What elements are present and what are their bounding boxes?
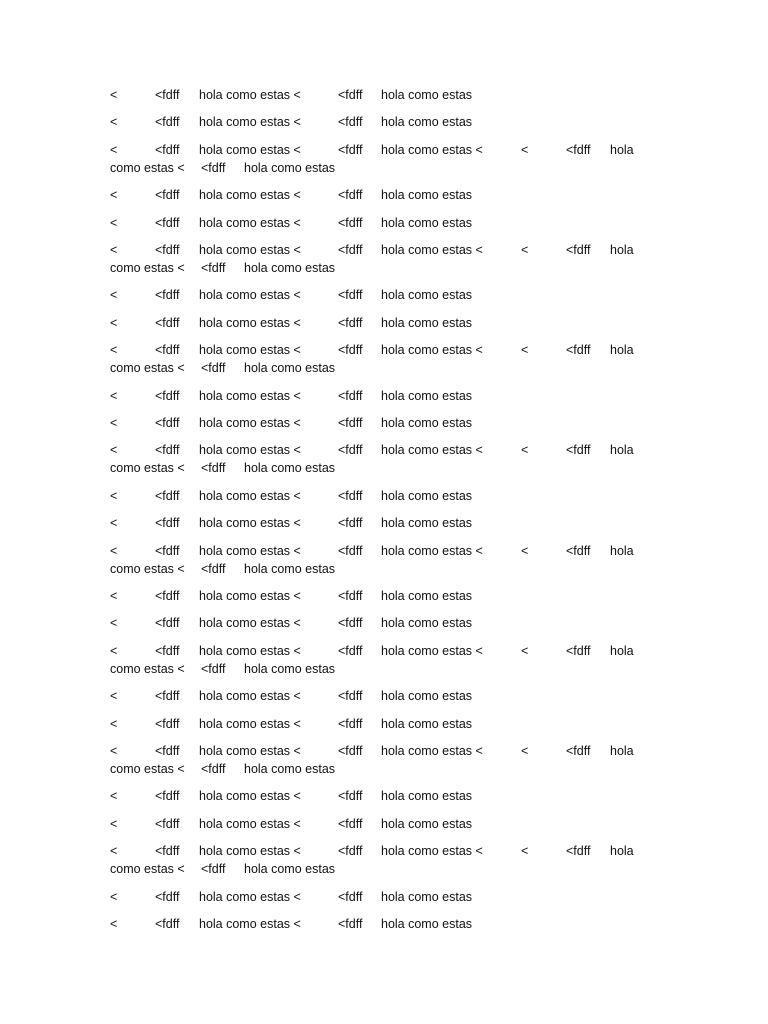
text-line: [0, 141, 768, 159]
text-token: como estas <: [110, 561, 185, 576]
text-token: <fdff: [338, 88, 363, 102]
text-line: [0, 414, 768, 432]
text-token: hola: [610, 142, 634, 157]
text-token: <fdff: [201, 762, 226, 776]
text-token: <: [110, 844, 118, 859]
text-token: <fdff: [155, 443, 180, 458]
text-token: <: [110, 816, 118, 831]
text-token: <fdff: [338, 917, 363, 931]
text-line: [0, 487, 768, 505]
text-line: [0, 214, 768, 232]
text-token: <fdff: [155, 616, 180, 631]
text-token: hola como estas: [244, 461, 336, 476]
text-line: [0, 441, 768, 459]
text-line: [0, 314, 768, 332]
text-token: <: [110, 443, 118, 458]
text-token: <fdff: [155, 789, 180, 804]
text-token: <fdff: [155, 643, 180, 658]
text-token: hola como estas: [381, 917, 473, 931]
text-token: hola como estas: [244, 862, 336, 877]
text-token: hola como estas <: [199, 343, 301, 358]
text-line: [0, 687, 768, 705]
text-line-wrap: [0, 660, 768, 678]
text-line-wrap: [0, 259, 768, 277]
text-token: <fdff: [201, 361, 226, 376]
text-token: <fdff: [155, 917, 180, 931]
text-token: hola como estas: [381, 115, 473, 130]
text-token: <fdff: [338, 388, 363, 403]
text-token: <fdff: [155, 844, 180, 859]
text-line: [0, 514, 768, 532]
text-token: <: [110, 689, 118, 704]
text-token: <fdff: [338, 643, 363, 658]
text-token: <fdff: [155, 744, 180, 758]
text-token: hola como estas <: [199, 115, 301, 130]
text-token: <: [521, 643, 529, 658]
text-token: <fdff: [338, 543, 363, 558]
text-token: hola como estas <: [199, 844, 301, 859]
text-line: [0, 742, 768, 760]
text-token: como estas <: [110, 261, 185, 275]
text-token: <: [110, 416, 118, 430]
text-token: <: [110, 543, 118, 558]
text-token: hola como estas <: [199, 643, 301, 658]
text-token: hola: [610, 543, 634, 558]
text-token: <: [110, 288, 118, 303]
text-token: hola como estas: [381, 315, 473, 330]
text-token: hola como estas <: [199, 716, 301, 731]
text-token: <: [110, 488, 118, 503]
text-token: <fdff: [155, 516, 180, 531]
text-token: <fdff: [201, 461, 226, 476]
text-token: hola como estas: [381, 889, 473, 904]
text-token: <: [521, 343, 529, 358]
text-token: <: [110, 115, 118, 130]
text-token: hola como estas <: [381, 243, 483, 257]
text-token: hola como estas <: [199, 443, 301, 458]
text-token: como estas <: [110, 461, 185, 476]
text-token: <fdff: [155, 716, 180, 731]
text-token: <fdff: [155, 215, 180, 230]
text-line: [0, 286, 768, 304]
text-token: <: [110, 88, 118, 102]
text-token: <fdff: [155, 188, 180, 203]
text-token: <: [521, 844, 529, 859]
text-line: [0, 715, 768, 733]
text-token: <: [110, 188, 118, 203]
text-token: <: [521, 243, 529, 257]
text-token: <fdff: [566, 744, 591, 758]
text-token: <fdff: [566, 243, 591, 257]
text-token: <fdff: [155, 543, 180, 558]
text-token: <fdff: [566, 844, 591, 859]
text-token: <fdff: [338, 816, 363, 831]
text-token: hola como estas <: [381, 744, 483, 758]
text-token: <: [110, 716, 118, 731]
text-token: hola: [610, 744, 634, 758]
text-token: <fdff: [338, 243, 363, 257]
text-token: <fdff: [566, 343, 591, 358]
text-token: <fdff: [338, 589, 363, 603]
text-token: hola como estas: [381, 616, 473, 631]
text-token: hola como estas: [381, 388, 473, 403]
text-token: <: [521, 543, 529, 558]
text-token: <: [110, 142, 118, 157]
text-token: hola: [610, 443, 634, 458]
text-token: hola como estas: [381, 88, 473, 102]
text-token: hola como estas: [244, 561, 336, 576]
text-token: <fdff: [338, 315, 363, 330]
text-token: hola como estas <: [199, 88, 301, 102]
text-token: hola como estas <: [381, 844, 483, 859]
text-token: <: [110, 643, 118, 658]
text-token: <: [521, 744, 529, 758]
text-token: <fdff: [155, 142, 180, 157]
text-token: hola como estas <: [199, 488, 301, 503]
text-token: hola como estas: [381, 488, 473, 503]
text-line: [0, 888, 768, 906]
text-token: <fdff: [338, 443, 363, 458]
text-token: <fdff: [566, 643, 591, 658]
text-token: hola como estas: [244, 261, 336, 275]
text-token: <fdff: [338, 215, 363, 230]
text-token: <fdff: [338, 142, 363, 157]
text-line-wrap: [0, 760, 768, 778]
text-token: <: [110, 917, 118, 931]
text-token: <: [110, 343, 118, 358]
text-token: <fdff: [566, 543, 591, 558]
text-token: <fdff: [566, 142, 591, 157]
text-line-wrap: [0, 459, 768, 477]
text-token: <fdff: [338, 343, 363, 358]
text-token: <fdff: [155, 388, 180, 403]
text-token: <: [521, 142, 529, 157]
text-token: <: [110, 589, 118, 603]
text-token: <fdff: [155, 343, 180, 358]
text-token: <fdff: [338, 716, 363, 731]
text-token: como estas <: [110, 661, 185, 676]
text-line: [0, 915, 768, 933]
text-line-wrap: [0, 359, 768, 377]
text-token: <: [110, 215, 118, 230]
text-line: [0, 587, 768, 605]
text-line-wrap: [0, 860, 768, 878]
text-token: hola como estas: [381, 716, 473, 731]
text-token: <: [110, 789, 118, 804]
text-token: hola: [610, 343, 634, 358]
text-token: <: [110, 616, 118, 631]
text-token: <: [110, 516, 118, 531]
text-token: <: [110, 315, 118, 330]
text-token: hola como estas <: [381, 543, 483, 558]
text-token: hola como estas: [244, 361, 336, 376]
text-token: como estas <: [110, 862, 185, 877]
text-token: <fdff: [201, 561, 226, 576]
text-token: hola como estas <: [381, 443, 483, 458]
text-token: como estas <: [110, 361, 185, 376]
text-token: <fdff: [338, 689, 363, 704]
text-token: hola como estas <: [199, 315, 301, 330]
text-token: hola: [610, 243, 634, 257]
text-token: hola como estas <: [199, 789, 301, 804]
text-token: <fdff: [155, 589, 180, 603]
text-token: <fdff: [338, 744, 363, 758]
text-token: <fdff: [155, 488, 180, 503]
text-token: hola como estas: [381, 689, 473, 704]
text-token: <fdff: [155, 88, 180, 102]
text-token: hola como estas: [244, 762, 336, 776]
text-token: hola como estas <: [199, 243, 301, 257]
text-token: <fdff: [338, 616, 363, 631]
text-token: hola como estas <: [381, 343, 483, 358]
text-line: [0, 241, 768, 259]
text-token: hola como estas <: [199, 689, 301, 704]
text-token: <fdff: [155, 288, 180, 303]
text-token: <fdff: [338, 115, 363, 130]
text-token: hola como estas <: [199, 543, 301, 558]
text-token: <: [110, 744, 118, 758]
text-token: hola como estas: [381, 188, 473, 203]
text-token: <fdff: [155, 816, 180, 831]
text-line: [0, 787, 768, 805]
text-line: [0, 842, 768, 860]
text-line-wrap: [0, 159, 768, 177]
text-token: hola como estas: [381, 516, 473, 531]
text-token: <fdff: [155, 889, 180, 904]
text-line: [0, 341, 768, 359]
text-token: <: [110, 243, 118, 257]
text-line-wrap: [0, 560, 768, 578]
text-line: [0, 86, 768, 104]
text-token: hola como estas <: [199, 288, 301, 303]
text-token: <: [521, 443, 529, 458]
text-line: [0, 186, 768, 204]
text-token: hola como estas: [244, 160, 336, 175]
text-token: hola como estas <: [199, 416, 301, 430]
text-line: [0, 642, 768, 660]
text-token: <fdff: [201, 261, 226, 275]
text-token: hola como estas: [381, 416, 473, 430]
text-token: <fdff: [155, 115, 180, 130]
text-line: [0, 815, 768, 833]
text-token: hola como estas: [381, 589, 473, 603]
text-token: <fdff: [338, 188, 363, 203]
text-token: hola como estas <: [199, 744, 301, 758]
text-token: <fdff: [201, 661, 226, 676]
text-line: [0, 614, 768, 632]
text-token: hola como estas <: [199, 917, 301, 931]
text-token: hola: [610, 844, 634, 859]
text-token: hola como estas <: [199, 616, 301, 631]
text-token: <fdff: [338, 889, 363, 904]
text-token: hola como estas: [381, 789, 473, 804]
text-line: [0, 387, 768, 405]
text-token: hola como estas <: [199, 215, 301, 230]
text-token: hola como estas: [381, 215, 473, 230]
text-token: <: [110, 889, 118, 904]
text-token: hola como estas <: [199, 388, 301, 403]
text-token: <fdff: [338, 516, 363, 531]
text-token: <fdff: [155, 416, 180, 430]
text-token: hola como estas: [381, 816, 473, 831]
text-token: <fdff: [155, 315, 180, 330]
text-token: <fdff: [338, 844, 363, 859]
text-token: <fdff: [155, 689, 180, 704]
text-token: <fdff: [338, 416, 363, 430]
text-token: como estas <: [110, 762, 185, 776]
text-token: hola como estas <: [199, 142, 301, 157]
text-line: [0, 113, 768, 131]
text-token: <fdff: [201, 862, 226, 877]
text-token: hola como estas <: [381, 643, 483, 658]
text-line: [0, 542, 768, 560]
text-token: hola como estas: [381, 288, 473, 303]
text-token: <fdff: [338, 288, 363, 303]
text-token: hola como estas <: [381, 142, 483, 157]
text-token: hola como estas <: [199, 816, 301, 831]
text-token: hola: [610, 643, 634, 658]
text-token: hola como estas <: [199, 889, 301, 904]
text-token: hola como estas <: [199, 589, 301, 603]
text-token: <fdff: [338, 789, 363, 804]
text-token: hola como estas: [244, 661, 336, 676]
text-token: como estas <: [110, 160, 185, 175]
text-token: <fdff: [201, 160, 226, 175]
text-token: <fdff: [338, 488, 363, 503]
text-token: <fdff: [155, 243, 180, 257]
text-token: <: [110, 388, 118, 403]
text-token: hola como estas <: [199, 516, 301, 531]
text-token: hola como estas <: [199, 188, 301, 203]
text-token: <fdff: [566, 443, 591, 458]
